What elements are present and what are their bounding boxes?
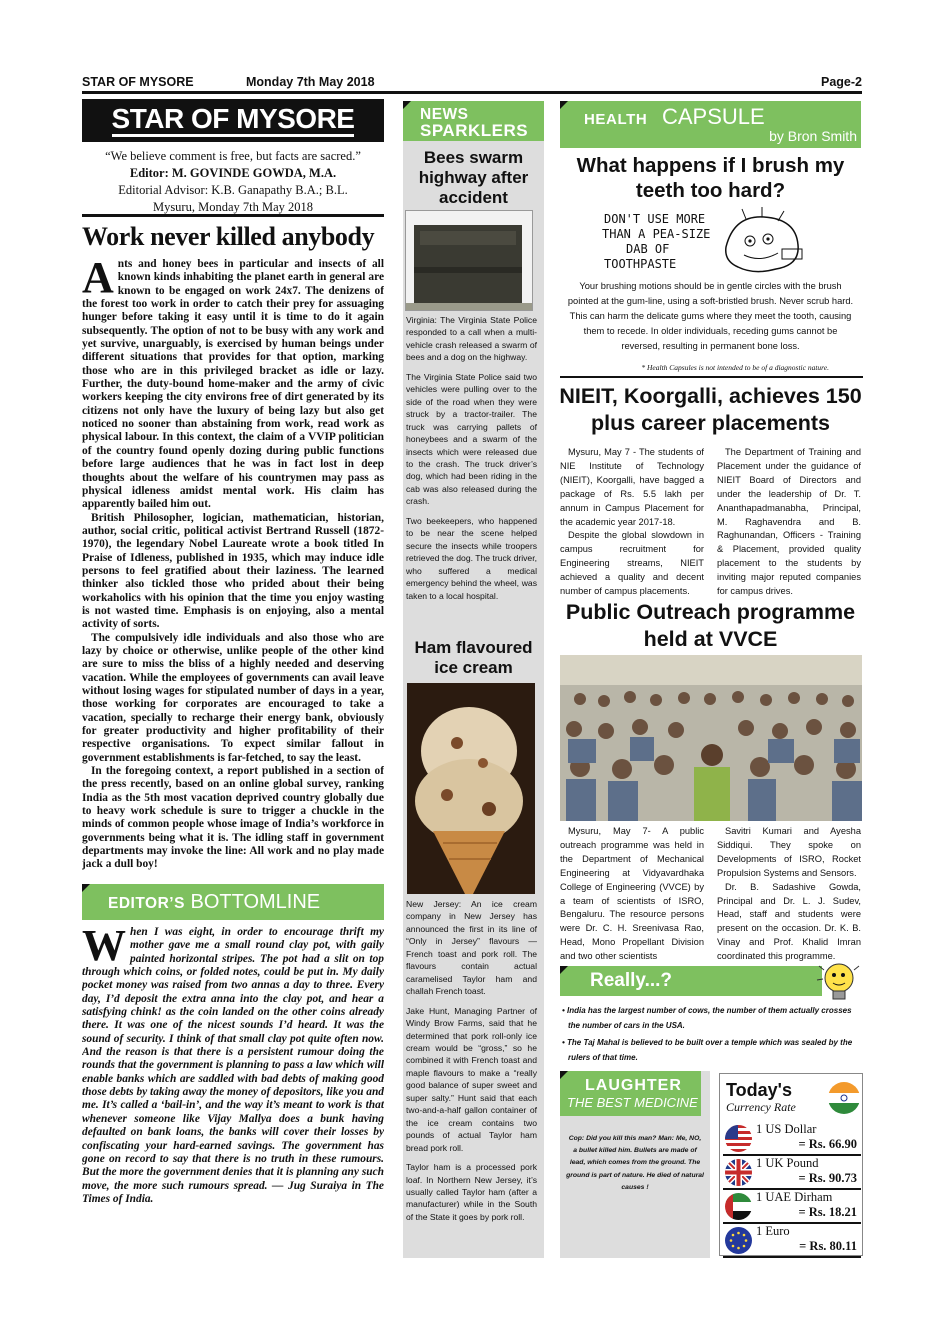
running-header <box>82 72 862 94</box>
bees-truck-photo <box>405 210 533 311</box>
health-capsule-title: What happens if I brush my teeth too hard? <box>576 154 845 202</box>
currency-name: 1 US Dollar <box>756 1122 817 1136</box>
bottomline-dropcap: W <box>82 926 126 970</box>
health-capsule-label-small: HEALTH <box>584 111 648 128</box>
currency-subtitle: Currency Rate <box>726 1100 796 1114</box>
uae-flag-icon <box>725 1193 752 1220</box>
currency-name: 1 UK Pound <box>756 1156 819 1170</box>
ham-paragraph: New Jersey: An ice cream company in New Jersey has announced the first in its line of “Only in Jersey” flavours — French toast and pork roll. The flavours contain actual caramelised Taylor ham and challah French toast. <box>406 899 537 997</box>
bottomline-label-small: EDITOR’S <box>108 895 185 912</box>
india-flag-icon <box>828 1082 860 1114</box>
ham-paragraph: Taylor ham is a processed pork loaf. In Northern New Jersey, it’s usually called Taylor ham (after a manufacturer) while in the South of the State it goes by pork roll. <box>406 1162 537 1222</box>
vvce-column-1 <box>560 825 704 964</box>
currency-value: = Rs. 18.21 <box>798 1205 857 1219</box>
header-paper-name: STAR OF MYSORE <box>82 75 194 89</box>
currency-row-gbp <box>723 1156 861 1190</box>
editorial-title: Work never killed anybody <box>82 222 375 251</box>
lightbulb-icon <box>815 960 861 1004</box>
ham-paragraph: Jake Hunt, Managing Partner of Windy Brow Farms, said that he determined that pork roll-only ice cream would be “gross,” so he combined it with French toast and maple flavours to make a “really good balance of super sweet and super salty.” Hunt said that each two-and-a-half gallon container of the ice cream contains two pounds of actual Taylor ham bread pork roll. <box>406 1005 537 1153</box>
currency-row-eur <box>723 1224 861 1258</box>
health-divider <box>560 376 863 378</box>
vvce-paragraph: Mysuru, May 7- A public outreach programme was held in the Department of Mechanical Engineering at Vidyavardhaka College of Engineering (VVCE) by a team of scientists of ISRO, Bengaluru. The resource persons were Dr. C. H. Sreenivasa Rao, Head, Mono Propellant Division and two other scientists <box>560 826 704 962</box>
currency-row-usd <box>723 1122 861 1156</box>
really-fact: • India has the largest number of cows, the number of them actually crosses the number of cars in the USA. <box>562 1006 852 1030</box>
masthead-advisor: Editorial Advisor: K.B. Ganapathy B.A.; B.L. <box>118 183 348 197</box>
masthead-motto: “We believe comment is free, but facts are sacred.” <box>105 149 361 163</box>
really-fact: • The Taj Mahal is believed to be built over a temple which was sealed by the rulers of that time. <box>562 1038 853 1062</box>
nieit-paragraph: Mysuru, May 7 - The students of NIE Institute of Technology (NIEIT), Koorgalli, have bagged a package of Rs. 5.5 lakh per annum in Campus Placement for the academic year 2017-18. <box>560 447 704 527</box>
laughter-joke: Cop: Did you kill this man? Man: Me, NO, a bullet killed him. Bullets are made of lead, which comes from the ground. The ground is part of nature. He died of natural causes ! <box>566 1135 704 1191</box>
ham-story-body <box>406 898 537 1230</box>
bottomline-corner <box>82 884 90 892</box>
editorial-paragraph: Ants and honey bees in particular and insects of all known kinds inhabiting the planet earth in general are known to be engaged on work 24x7. The denizens of the forest too work in order to catch their prey for assuaging hunger before taking it easy until it is time to do it again subsequently. The option of not to be busy with any work and yet survive, unarguably, is exercised by human beings under different situations that provides for that option, marking those who are in this privileged bracket as idle or lazy. Further, the duty-bound home-maker and the army of civic workers keeping the city environs free of dirt generated by its citizens not only have the luxury of being lazy but also get noticed no sooner than abstaining from work, read work as physical labour. In this context, the claim of a VVIP politician of the country found openly dozing during public functions before large audiences that he was in fact lost in deep thoughts about the welfare of his countrymen may pass as physical idleness amidst mental work. His claim has apparently bailed him out. <box>82 258 384 511</box>
cartoon-caption-1: DON'T USE MORE <box>604 212 706 226</box>
ice-cream-photo <box>407 683 535 894</box>
vvce-paragraph: Savitri Kumari and Ayesha Siddiqui. They spoke on Developments of ISRO, Rocket Propulsion Systems and Sensors. <box>717 826 861 878</box>
really-banner: Really...? <box>560 966 822 996</box>
vvce-title: Public Outreach programme held at VVCE <box>565 600 856 651</box>
currency-value: = Rs. 80.11 <box>799 1239 857 1253</box>
toothpaste-cartoon <box>596 205 806 276</box>
nieit-title: NIEIT, Koorgalli, achieves 150 plus career placements <box>559 384 862 435</box>
nieit-paragraph: Despite the global slowdown in campus recruitment for Engineering streams, NIEIT achieved a quality and decent number of campus placements. <box>560 530 704 597</box>
header-date: Monday 7th May 2018 <box>246 75 375 89</box>
bees-paragraph: Two beekeepers, who happened to be near the scene helped secure the insects while troopers retrieved the dog. The truck driver, who suffered a medical emergency behind the wheel, was taken to a local hospital. <box>406 515 537 601</box>
bees-story-body <box>406 314 537 609</box>
bottomline-body <box>82 926 384 1258</box>
health-capsule-corner <box>560 101 568 109</box>
masthead-editor: Editor: M. GOVINDE GOWDA, M.A. <box>129 166 337 180</box>
bees-paragraph: Virginia: The Virginia State Police responded to a call when a multi-vehicle crash released a swarm of bees and a dog on the highway. <box>406 315 537 363</box>
currency-value: = Rs. 66.90 <box>798 1137 857 1151</box>
outreach-audience-photo <box>560 655 862 821</box>
editorial-paragraph: British Philosopher, logician, mathematician, historian, author, social critic, political activist Bertrand Russell (1872-1970), the legendary Nobel Laureate wrote a book titled In Praise of Idleness, published in 1935, which may induce idle persons to feel gratified about their laziness. The learned thinker also tickled those who prided about their being workaholics with his opinion that the time you enjoy wasting is not wasted time. Emphasis is on enjoying, also a mental activity of sorts. <box>82 511 384 631</box>
currency-title: Today's <box>726 1080 792 1100</box>
bottomline-banner <box>82 884 384 920</box>
ham-story-title: Ham flavoured ice cream <box>414 638 533 677</box>
really-facts <box>560 1004 863 1068</box>
us-flag-icon <box>725 1125 752 1152</box>
bottomline-text: hen I was eight, in order to encourage thrift my mother gave me a small round clay pot, with gaily painted horizontal stripes. The pot had a slit on top through which coins, or folded notes, could be put in. My daily pocket money was raised from two annas a day to three. Every day, I’d deposit the extra anna into the clay pot, and hear a satisfying chink! as the coin landed on the other coins already there. It was one of the nicest sounds I’d heard. It was the sound of security. I think of that small clay pot quite often now. And the reason is that there is a persistent rumour doing the rounds that the government is planning to pass a law which will enable banks which are saddled with bad debts of making good those debts by taking away the money of depositors, like you and me. It’s called a ‘bail-in’, and the way it’s meant to work is that whenever someone like Vijay Mallya does a bunk having defaulted on bank loans, the banks will cover their losses by confiscating your hard-earned savings. The government has gone on record to say that there is no truth in these rumours. But the more the government denies that it is planning any such move, the more such rumours spread. — Jug Suraiya in The Times of India. <box>82 926 384 1205</box>
nieit-paragraph: The Department of Training and Placement under the guidance of NIEIT Board of Directors and under the leadership of Dr. T. Ananthapadmanabha, Principal, M. Raghavendra and B. Raghunandan, Officers - Training & Placement, provided quality placement to the students by inviting major reputed companies for campus drives. <box>717 447 861 597</box>
currency-name: 1 Euro <box>756 1224 790 1238</box>
health-capsule-text: Your brushing motions should be in gentle circles with the brush pointed at the gum-line, using a soft-bristled brush. Never scrub hard. This can harm the delicate gums where they meet the tooth, causing them to recede. In older individuals, receding gums cannot be reversed, resulting in permanent bone loss. <box>567 281 854 351</box>
masthead-dateline: Mysuru, Monday 7th May 2018 <box>152 200 314 214</box>
currency-value: = Rs. 90.73 <box>798 1171 857 1185</box>
laughter-banner <box>560 1071 701 1116</box>
header-page-number: Page-2 <box>821 75 862 89</box>
editorial-dropcap: A <box>82 258 114 302</box>
nieit-column-1 <box>560 446 704 599</box>
vvce-paragraph: Dr. B. Sadashive Gowda, Principal and Dr. L. J. Sudev, Head, staff and students were present on the occasion. Dr. K. B. Vinay and Prof. Khalid Imran coordinated this programme. <box>717 881 861 962</box>
bees-paragraph: The Virginia State Police said two vehicles were pulling over to the side of the road when they were struck by a tractor-trailer. The truck was carrying pallets of honeybees and a swarm of the insects which were released due to the crash. The truck driver’s dog, which had been riding in the cab was also released during the crash. <box>406 371 537 507</box>
really-corner <box>560 966 568 974</box>
laughter-label: LAUGHTER <box>585 1077 682 1094</box>
eu-flag-icon <box>725 1227 752 1254</box>
editorial-paragraph: In the foregoing context, a report published in a section of the press recently, based on an online global survey, ranking India as the 5th most vacation deprived country globally due to heavy work schedule is sure to trigger a chuckle in the minds of common people whose image of India’s workforce in governments being what it is. The idling staff in government departments may invoke the line: All work and no play made jack a dull boy! <box>82 765 384 871</box>
laughter-sublabel: THE BEST MEDICINE <box>567 1095 698 1110</box>
masthead-title: STAR OF MYSORE <box>112 104 355 137</box>
laughter-corner <box>560 1071 568 1079</box>
cartoon-caption-3: DAB OF <box>626 242 670 256</box>
currency-name: 1 UAE Dirham <box>756 1190 833 1204</box>
editorial-body <box>82 258 384 884</box>
bees-story-title: Bees swarm highway after accident <box>418 148 529 207</box>
health-capsule-banner <box>560 101 861 148</box>
news-sparklers-label-1: NEWS <box>420 106 469 123</box>
health-capsule-note: * Health Capsules is not intended to be of a diagnostic nature. <box>641 363 829 372</box>
masthead-divider <box>82 214 384 217</box>
cartoon-caption-4: TOOTHPASTE <box>604 257 677 271</box>
vvce-column-2 <box>717 825 861 964</box>
news-sparklers-corner <box>403 101 411 109</box>
masthead-info <box>82 148 384 216</box>
news-sparklers-banner <box>403 101 544 141</box>
cartoon-drawing <box>716 205 806 276</box>
currency-row-aed <box>723 1190 861 1224</box>
bottomline-label-big: BOTTOMLINE <box>190 891 321 913</box>
uk-flag-icon <box>725 1159 752 1186</box>
health-capsule-byline: by Bron Smith <box>769 128 857 144</box>
masthead <box>82 99 384 142</box>
nieit-column-2 <box>717 446 861 599</box>
health-capsule-label-big: CAPSULE <box>662 104 765 129</box>
editorial-paragraph: The compulsively idle individuals and also those who are lazy by choice or otherwise, unlike people of the other kind are sure to miss the bliss of a highly needed and deserving vacation. While the employees of governments can avail leave without losing wages for stipulated number of days in a year, those working for corporates are encouraged to take a vacation, specially to recharge their energy bank, obviously for greater productivity and higher profitability of their respective organisations. To expect similar fallout in government establishments is far-fetched, to say the least. <box>82 631 384 764</box>
cartoon-caption-2: THAN A PEA-SIZE <box>602 227 711 241</box>
news-sparklers-label-2: SPARKLERS <box>420 121 529 140</box>
